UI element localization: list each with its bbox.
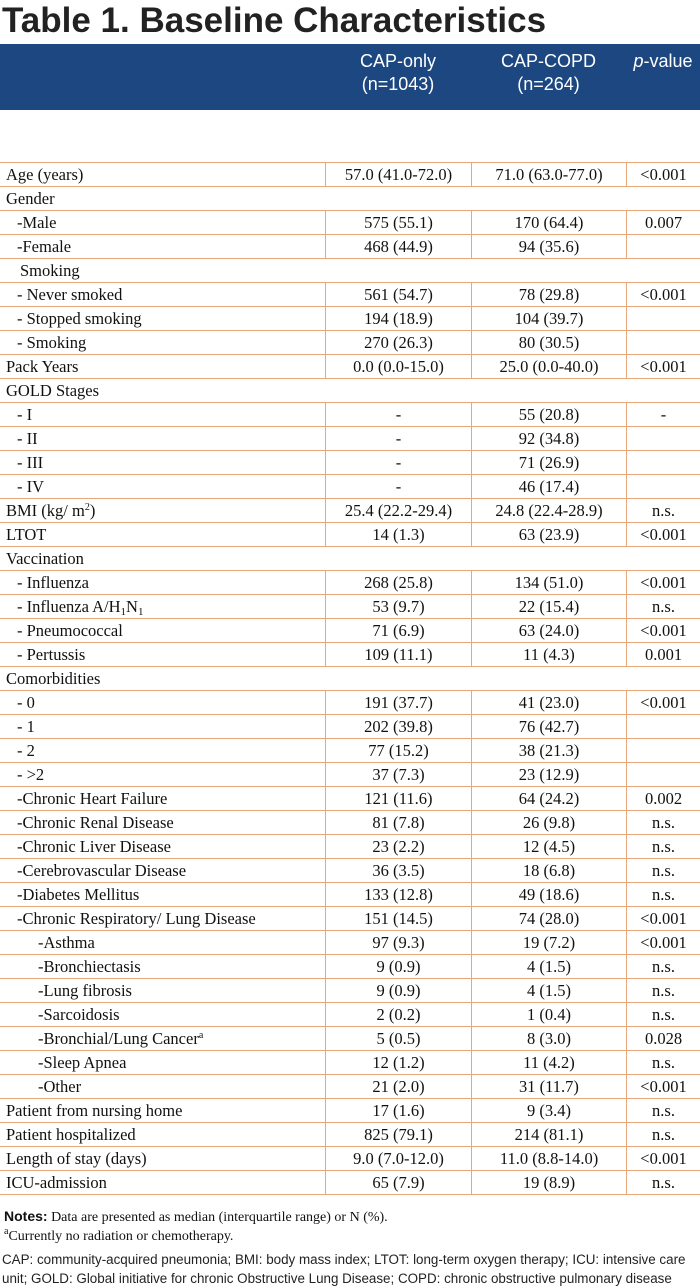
cell-cap-only: 21 (2.0) bbox=[325, 1075, 471, 1098]
row-label bbox=[0, 211, 325, 234]
row-label bbox=[0, 667, 700, 690]
table-row bbox=[0, 187, 700, 211]
row-label-text: -Sarcoidosis bbox=[38, 1005, 120, 1024]
table-row bbox=[0, 475, 700, 499]
cell-p-value: n.s. bbox=[626, 1123, 700, 1146]
row-label-text: - Pertussis bbox=[17, 645, 86, 664]
notes-text: Data are presented as median (interquartile range) or N (%). bbox=[47, 1210, 388, 1225]
header-cap-copd-n: (n=264) bbox=[517, 74, 580, 94]
row-label-text: -Diabetes Mellitus bbox=[17, 885, 140, 904]
row-label bbox=[0, 451, 325, 474]
table-row bbox=[0, 715, 700, 739]
row-label bbox=[0, 691, 325, 714]
row-label-text: -Chronic Heart Failure bbox=[17, 789, 168, 808]
table-row bbox=[0, 1099, 700, 1123]
row-label bbox=[0, 979, 325, 1002]
table-row bbox=[0, 595, 700, 619]
header-p-rest: -value bbox=[643, 51, 693, 71]
table-row bbox=[0, 739, 700, 763]
cell-cap-only: 109 (11.1) bbox=[325, 643, 471, 666]
row-label-text: - IV bbox=[17, 477, 45, 496]
row-label-text: LTOT bbox=[6, 525, 47, 544]
row-label-superscript: 2 bbox=[84, 502, 90, 513]
row-label-subscript: 1 bbox=[137, 606, 144, 618]
table-row bbox=[0, 1171, 700, 1195]
header-cap-only bbox=[325, 44, 471, 110]
cell-cap-only: 0.0 (0.0-15.0) bbox=[325, 355, 471, 378]
cell-cap-copd: 80 (30.5) bbox=[471, 331, 626, 354]
cell-cap-copd: 26 (9.8) bbox=[471, 811, 626, 834]
row-label bbox=[0, 883, 325, 906]
cell-cap-copd: 64 (24.2) bbox=[471, 787, 626, 810]
cell-cap-copd: 71.0 (63.0-77.0) bbox=[471, 163, 626, 186]
row-label-text: Pack Years bbox=[6, 357, 79, 376]
cell-cap-only: 53 (9.7) bbox=[325, 595, 471, 618]
row-label bbox=[0, 1171, 325, 1194]
cell-cap-only: 14 (1.3) bbox=[325, 523, 471, 546]
cell-cap-copd: 4 (1.5) bbox=[471, 979, 626, 1002]
cell-cap-copd: 4 (1.5) bbox=[471, 955, 626, 978]
cell-p-value bbox=[626, 451, 700, 474]
cell-cap-only: 57.0 (41.0-72.0) bbox=[325, 163, 471, 186]
table-row bbox=[0, 859, 700, 883]
row-label-text: ICU-admission bbox=[6, 1173, 107, 1192]
notes-label: Notes: bbox=[4, 1208, 48, 1224]
table-row bbox=[0, 619, 700, 643]
table-row bbox=[0, 1123, 700, 1147]
cell-cap-copd: 19 (8.9) bbox=[471, 1171, 626, 1194]
cell-p-value bbox=[626, 307, 700, 330]
header-p-value bbox=[626, 44, 700, 110]
cell-p-value: n.s. bbox=[626, 1051, 700, 1074]
cell-cap-only: 25.4 (22.2-29.4) bbox=[325, 499, 471, 522]
cell-cap-only: 9 (0.9) bbox=[325, 979, 471, 1002]
cell-cap-copd: 170 (64.4) bbox=[471, 211, 626, 234]
row-label-text: -Chronic Liver Disease bbox=[17, 837, 171, 856]
cell-cap-copd: 49 (18.6) bbox=[471, 883, 626, 906]
row-label bbox=[0, 403, 325, 426]
table-row bbox=[0, 763, 700, 787]
row-label-text: - 1 bbox=[17, 717, 35, 736]
row-label-text: - >2 bbox=[17, 765, 45, 784]
header-cap-copd bbox=[471, 44, 626, 110]
table-row bbox=[0, 979, 700, 1003]
cell-p-value bbox=[626, 427, 700, 450]
cell-p-value: n.s. bbox=[626, 883, 700, 906]
table-row bbox=[0, 523, 700, 547]
row-label bbox=[0, 835, 325, 858]
row-label-text: - Pneumococcal bbox=[17, 621, 123, 640]
table-row bbox=[0, 1027, 700, 1051]
cell-cap-only: 202 (39.8) bbox=[325, 715, 471, 738]
table-row bbox=[0, 163, 700, 187]
cell-cap-only: 23 (2.2) bbox=[325, 835, 471, 858]
row-label bbox=[0, 1027, 325, 1050]
row-label-text: - I bbox=[17, 405, 33, 424]
table-row bbox=[0, 691, 700, 715]
row-label bbox=[0, 1003, 325, 1026]
table-row bbox=[0, 259, 700, 283]
cell-p-value: <0.001 bbox=[626, 619, 700, 642]
cell-p-value bbox=[626, 763, 700, 786]
cell-cap-only: 5 (0.5) bbox=[325, 1027, 471, 1050]
cell-cap-only: 825 (79.1) bbox=[325, 1123, 471, 1146]
cell-cap-copd: 11 (4.3) bbox=[471, 643, 626, 666]
table-row bbox=[0, 451, 700, 475]
cell-cap-only: 2 (0.2) bbox=[325, 1003, 471, 1026]
cell-cap-only: 65 (7.9) bbox=[325, 1171, 471, 1194]
cell-cap-copd: 104 (39.7) bbox=[471, 307, 626, 330]
cell-cap-only: 270 (26.3) bbox=[325, 331, 471, 354]
row-label bbox=[0, 331, 325, 354]
cell-p-value bbox=[626, 475, 700, 498]
table-row bbox=[0, 427, 700, 451]
cell-cap-only: 97 (9.3) bbox=[325, 931, 471, 954]
cell-cap-only: 12 (1.2) bbox=[325, 1051, 471, 1074]
cell-cap-copd: 76 (42.7) bbox=[471, 715, 626, 738]
cell-p-value: <0.001 bbox=[626, 571, 700, 594]
cell-cap-only: - bbox=[325, 451, 471, 474]
row-label bbox=[0, 499, 325, 522]
table-header bbox=[0, 44, 700, 110]
cell-cap-copd: 8 (3.0) bbox=[471, 1027, 626, 1050]
cell-cap-only: 37 (7.3) bbox=[325, 763, 471, 786]
table-row bbox=[0, 403, 700, 427]
cell-cap-only: 121 (11.6) bbox=[325, 787, 471, 810]
row-label bbox=[0, 571, 325, 594]
cell-cap-copd: 55 (20.8) bbox=[471, 403, 626, 426]
row-label-text: -Bronchial/Lung Cancer bbox=[38, 1029, 199, 1048]
row-label bbox=[0, 931, 325, 954]
cell-cap-only: - bbox=[325, 427, 471, 450]
cell-cap-copd: 22 (15.4) bbox=[471, 595, 626, 618]
table-row bbox=[0, 571, 700, 595]
table-body bbox=[0, 162, 700, 1195]
row-label-text: Patient hospitalized bbox=[6, 1125, 136, 1144]
cell-cap-copd: 214 (81.1) bbox=[471, 1123, 626, 1146]
table-row bbox=[0, 499, 700, 523]
cell-cap-only: 17 (1.6) bbox=[325, 1099, 471, 1122]
row-label-text: - Smoking bbox=[17, 333, 87, 352]
cell-p-value bbox=[626, 715, 700, 738]
cell-p-value: <0.001 bbox=[626, 283, 700, 306]
cell-p-value: <0.001 bbox=[626, 691, 700, 714]
cell-cap-copd: 78 (29.8) bbox=[471, 283, 626, 306]
row-label-text: Age (years) bbox=[6, 165, 84, 184]
table-row bbox=[0, 331, 700, 355]
row-label bbox=[0, 355, 325, 378]
cell-cap-only: 191 (37.7) bbox=[325, 691, 471, 714]
cell-p-value: 0.001 bbox=[626, 643, 700, 666]
row-label-text: -Bronchiectasis bbox=[38, 957, 141, 976]
cell-cap-copd: 12 (4.5) bbox=[471, 835, 626, 858]
cell-cap-only: - bbox=[325, 475, 471, 498]
row-label bbox=[0, 859, 325, 882]
row-label-text: Patient from nursing home bbox=[6, 1101, 183, 1120]
table-row bbox=[0, 283, 700, 307]
cell-p-value: n.s. bbox=[626, 835, 700, 858]
cell-cap-only: 133 (12.8) bbox=[325, 883, 471, 906]
table-row bbox=[0, 811, 700, 835]
table-row bbox=[0, 883, 700, 907]
table-row bbox=[0, 379, 700, 403]
header-cap-only-name: CAP-only bbox=[359, 51, 437, 71]
cell-cap-copd: 1 (0.4) bbox=[471, 1003, 626, 1026]
table-row bbox=[0, 547, 700, 571]
cell-cap-copd: 71 (26.9) bbox=[471, 451, 626, 474]
cell-p-value: <0.001 bbox=[626, 355, 700, 378]
row-label-text: -Asthma bbox=[38, 933, 95, 952]
header-cap-only-n: (n=1043) bbox=[361, 74, 435, 94]
table-row bbox=[0, 1051, 700, 1075]
row-label bbox=[0, 955, 325, 978]
row-label bbox=[0, 595, 325, 618]
row-label-text: -Chronic Renal Disease bbox=[17, 813, 174, 832]
cell-cap-copd: 19 (7.2) bbox=[471, 931, 626, 954]
row-label-text: -Male bbox=[17, 213, 57, 232]
cell-p-value bbox=[626, 331, 700, 354]
row-label-text: - 0 bbox=[17, 693, 35, 712]
table-row bbox=[0, 787, 700, 811]
cell-p-value: <0.001 bbox=[626, 931, 700, 954]
row-label bbox=[0, 307, 325, 330]
row-label-suffix: ) bbox=[89, 501, 96, 520]
row-label-text: - 2 bbox=[17, 741, 35, 760]
cell-p-value: n.s. bbox=[626, 595, 700, 618]
table-row bbox=[0, 955, 700, 979]
cell-p-value: <0.001 bbox=[626, 1075, 700, 1098]
cell-p-value: <0.001 bbox=[626, 1147, 700, 1170]
row-label-text: -Chronic Respiratory/ Lung Disease bbox=[17, 909, 256, 928]
header-p-italic: p bbox=[633, 51, 644, 71]
row-label-text: Gender bbox=[6, 189, 55, 208]
row-label bbox=[0, 427, 325, 450]
table-row bbox=[0, 307, 700, 331]
row-label-text: BMI (kg/ m bbox=[6, 501, 85, 520]
cell-p-value: 0.002 bbox=[626, 787, 700, 810]
row-label-text: - Never smoked bbox=[17, 285, 123, 304]
row-label bbox=[0, 259, 700, 282]
cell-cap-copd: 38 (21.3) bbox=[471, 739, 626, 762]
table-row bbox=[0, 1003, 700, 1027]
cell-p-value: n.s. bbox=[626, 811, 700, 834]
row-label bbox=[0, 907, 325, 930]
row-label bbox=[0, 715, 325, 738]
row-label-text: - II bbox=[17, 429, 38, 448]
row-label bbox=[0, 763, 325, 786]
row-label bbox=[0, 1123, 325, 1146]
row-label-text: -Female bbox=[17, 237, 72, 256]
row-label bbox=[0, 739, 325, 762]
row-label bbox=[0, 1099, 325, 1122]
row-label bbox=[0, 475, 325, 498]
cell-cap-copd: 24.8 (22.4-28.9) bbox=[471, 499, 626, 522]
cell-p-value: n.s. bbox=[626, 1003, 700, 1026]
cell-cap-only: 561 (54.7) bbox=[325, 283, 471, 306]
row-label-text: Length of stay (days) bbox=[6, 1149, 147, 1168]
cell-p-value: n.s. bbox=[626, 979, 700, 1002]
cell-cap-only: 77 (15.2) bbox=[325, 739, 471, 762]
header-blank bbox=[0, 44, 325, 110]
row-label-text: Comorbidities bbox=[6, 669, 101, 688]
cell-p-value: n.s. bbox=[626, 1171, 700, 1194]
notes bbox=[0, 1207, 700, 1246]
cell-cap-only: 36 (3.5) bbox=[325, 859, 471, 882]
row-label bbox=[0, 643, 325, 666]
cell-p-value: n.s. bbox=[626, 859, 700, 882]
cell-p-value: <0.001 bbox=[626, 907, 700, 930]
table-row bbox=[0, 235, 700, 259]
cell-p-value: <0.001 bbox=[626, 523, 700, 546]
row-label-text: - Stopped smoking bbox=[17, 309, 142, 328]
cell-cap-only: 194 (18.9) bbox=[325, 307, 471, 330]
header-cap-copd-name: CAP-COPD bbox=[500, 51, 596, 71]
cell-p-value: 0.028 bbox=[626, 1027, 700, 1050]
abbreviations: CAP: community-acquired pneumonia; BMI: body mass index; LTOT: long-term oxygen therapy; ICU: intensive care unit; GOLD: Global initiative for chronic Obstructive Lung Disease; COPD: chronic obstructive pulmonary disease bbox=[2, 1252, 686, 1286]
cell-cap-copd: 63 (23.9) bbox=[471, 523, 626, 546]
cell-cap-copd: 9 (3.4) bbox=[471, 1099, 626, 1122]
row-label-superscript: a bbox=[198, 1030, 204, 1041]
row-label-text: -Sleep Apnea bbox=[38, 1053, 127, 1072]
table-row bbox=[0, 1075, 700, 1099]
row-label-subscript: 1 bbox=[120, 606, 127, 618]
table-row bbox=[0, 931, 700, 955]
cell-p-value: n.s. bbox=[626, 1099, 700, 1122]
table-row bbox=[0, 1147, 700, 1171]
cell-cap-only: - bbox=[325, 403, 471, 426]
cell-p-value bbox=[626, 235, 700, 258]
cell-cap-only: 71 (6.9) bbox=[325, 619, 471, 642]
cell-cap-copd: 74 (28.0) bbox=[471, 907, 626, 930]
row-label bbox=[0, 187, 700, 210]
cell-cap-copd: 11.0 (8.8-14.0) bbox=[471, 1147, 626, 1170]
table-row bbox=[0, 835, 700, 859]
row-label bbox=[0, 547, 700, 570]
cell-cap-only: 9 (0.9) bbox=[325, 955, 471, 978]
cell-cap-copd: 41 (23.0) bbox=[471, 691, 626, 714]
row-label bbox=[0, 379, 700, 402]
cell-cap-copd: 11 (4.2) bbox=[471, 1051, 626, 1074]
cell-cap-copd: 134 (51.0) bbox=[471, 571, 626, 594]
cell-p-value: n.s. bbox=[626, 955, 700, 978]
footnote-line bbox=[4, 1227, 700, 1246]
cell-cap-only: 151 (14.5) bbox=[325, 907, 471, 930]
row-label bbox=[0, 1051, 325, 1074]
row-label bbox=[0, 283, 325, 306]
row-label-text: - III bbox=[17, 453, 44, 472]
cell-cap-copd: 46 (17.4) bbox=[471, 475, 626, 498]
cell-cap-copd: 25.0 (0.0-40.0) bbox=[471, 355, 626, 378]
cell-cap-only: 81 (7.8) bbox=[325, 811, 471, 834]
row-label bbox=[0, 1075, 325, 1098]
row-label-text: -Other bbox=[38, 1077, 82, 1096]
cell-p-value: 0.007 bbox=[626, 211, 700, 234]
footnote-mark: a bbox=[4, 1226, 9, 1237]
footnote-text: Currently no radiation or chemotherapy. bbox=[8, 1229, 234, 1244]
row-label bbox=[0, 811, 325, 834]
cell-cap-copd: 63 (24.0) bbox=[471, 619, 626, 642]
row-label-text: -Cerebrovascular Disease bbox=[17, 861, 187, 880]
cell-cap-copd: 23 (12.9) bbox=[471, 763, 626, 786]
cell-p-value: <0.001 bbox=[626, 163, 700, 186]
row-label bbox=[0, 1147, 325, 1170]
table-row bbox=[0, 355, 700, 379]
cell-p-value: n.s. bbox=[626, 499, 700, 522]
table-row bbox=[0, 667, 700, 691]
row-label-text: - Influenza A/H bbox=[17, 597, 121, 616]
cell-cap-only: 468 (44.9) bbox=[325, 235, 471, 258]
cell-p-value: - bbox=[626, 403, 700, 426]
table-row bbox=[0, 643, 700, 667]
row-label-text: GOLD Stages bbox=[6, 381, 100, 400]
row-label bbox=[0, 523, 325, 546]
cell-cap-only: 9.0 (7.0-12.0) bbox=[325, 1147, 471, 1170]
row-label-mid: N bbox=[126, 597, 138, 616]
cell-p-value bbox=[626, 739, 700, 762]
row-label-text: Vaccination bbox=[6, 549, 84, 568]
cell-cap-copd: 92 (34.8) bbox=[471, 427, 626, 450]
cell-cap-copd: 94 (35.6) bbox=[471, 235, 626, 258]
cell-cap-copd: 18 (6.8) bbox=[471, 859, 626, 882]
table-row bbox=[0, 907, 700, 931]
row-label-text: Smoking bbox=[20, 261, 80, 280]
row-label-text: -Lung fibrosis bbox=[38, 981, 132, 1000]
row-label bbox=[0, 235, 325, 258]
cell-cap-copd: 31 (11.7) bbox=[471, 1075, 626, 1098]
cell-cap-only: 575 (55.1) bbox=[325, 211, 471, 234]
row-label bbox=[0, 787, 325, 810]
notes-line bbox=[4, 1207, 700, 1227]
row-label bbox=[0, 619, 325, 642]
row-label bbox=[0, 163, 325, 186]
cell-cap-only: 268 (25.8) bbox=[325, 571, 471, 594]
table-row bbox=[0, 211, 700, 235]
table-title: Table 1. Baseline Characteristics bbox=[2, 1, 547, 40]
row-label-text: - Influenza bbox=[17, 573, 89, 592]
